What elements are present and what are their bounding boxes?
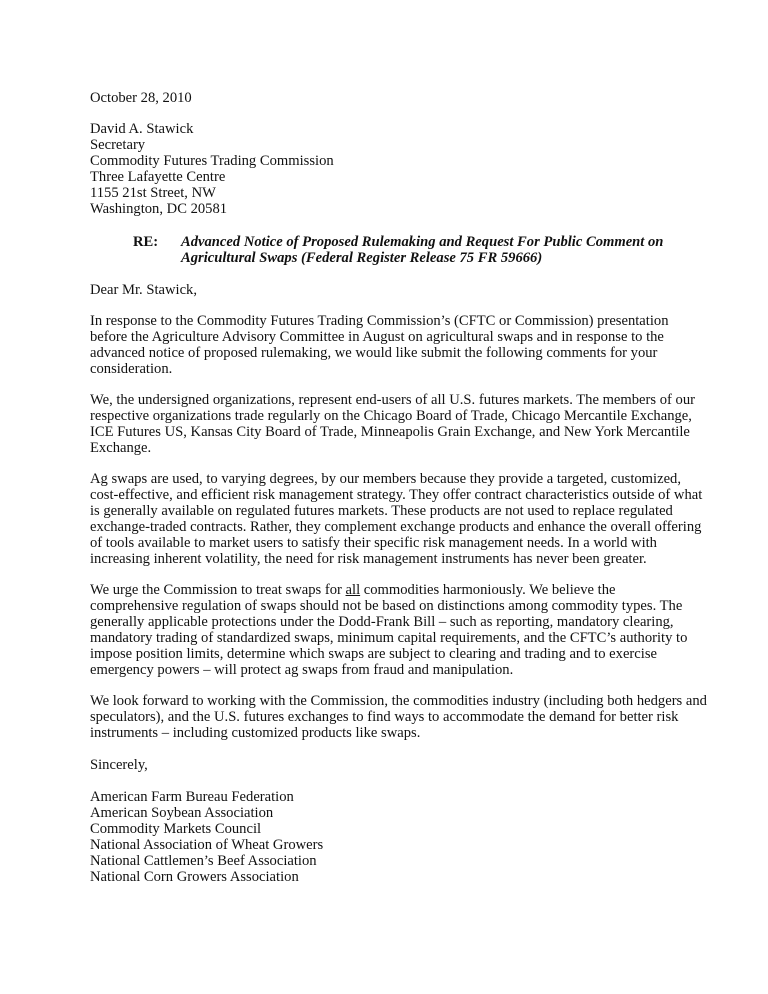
salutation [90,282,690,298]
paragraph-line: cost-effective, and efficient risk management strategy. They offer contract characteristics outside of what [90,487,703,503]
signatory: Commodity Markets Council [90,821,262,837]
signatory-list [90,789,690,885]
signatory: National Corn Growers Association [90,869,299,885]
address-line: Three Lafayette Centre [90,169,226,185]
paragraph-3 [90,471,703,567]
paragraph-line: comprehensive regulation of swaps should not be based on distinctions among commodity types. The [90,598,683,614]
letter-date [90,90,690,106]
paragraph-1 [90,313,690,377]
paragraph-text: We urge the Commission to treat swaps for [90,582,346,598]
signatory: National Cattlemen’s Beef Association [90,853,317,869]
closing [90,757,690,773]
address-line: 1155 21st Street, NW [90,185,216,201]
paragraph-text: commodities harmoniously. We believe the [360,582,616,598]
paragraph-line: of tools available to market users to satisfy their specific risk management needs. In a world with [90,535,657,551]
paragraph-2 [90,392,695,456]
paragraph-line: exchange-traded contracts. Rather, they complement exchange products and enhance the overall offering [90,519,702,535]
paragraph-line: We look forward to working with the Commission, the commodities industry (including both hedgers and [90,693,707,709]
address-line: David A. Stawick [90,121,194,137]
paragraph-line: We, the undersigned organizations, represent end-users of all U.S. futures markets. The members of our [90,392,695,408]
paragraph-line: advanced notice of proposed rulemaking, we would like submit the following comments for your [90,345,658,361]
signatory: National Association of Wheat Growers [90,837,324,853]
paragraph-line: respective organizations trade regularly on the Chicago Board of Trade, Chicago Mercantile Exchange, [90,408,692,424]
salutation-line: Dear Mr. Stawick, [90,282,197,298]
date-line: October 28, 2010 [90,90,192,106]
paragraph-line: emergency powers – will protect ag swaps from fraud and manipulation. [90,662,514,678]
paragraph-line: before the Agriculture Advisory Committee in August on agricultural swaps and in response to the [90,329,664,345]
paragraph-line: Ag swaps are used, to varying degrees, by our members because they provide a targeted, customized, [90,471,681,487]
signatory: American Soybean Association [90,805,274,821]
paragraph-line [90,582,690,598]
closing-line: Sincerely, [90,757,148,773]
paragraph-line: impose position limits, determine which swaps are subject to clearing and trading and to exercise [90,646,657,662]
paragraph-line: mandatory trading of standardized swaps, minimum capital requirements, and the CFTC’s authority to [90,630,688,646]
paragraph-line: Exchange. [90,440,152,456]
paragraph-line: increasing inherent volatility, the need for risk management instruments has never been greater. [90,551,647,567]
paragraph-line: consideration. [90,361,173,377]
address-line: Commodity Futures Trading Commission [90,153,334,169]
paragraph-line: is generally available on regulated futures markets. These products are not used to replace regulated [90,503,673,519]
paragraph-line: In response to the Commodity Futures Trading Commission’s (CFTC or Commission) presentation [90,313,669,329]
paragraph-line: generally applicable protections under the Dodd-Frank Bill – such as reporting, mandatory clearing, [90,614,674,630]
recipient-address [90,121,690,217]
paragraph-4 [90,582,690,678]
paragraph-line: ICE Futures US, Kansas City Board of Trade, Minneapolis Grain Exchange, and New York Mercantile [90,424,690,440]
re-line: Advanced Notice of Proposed Rulemaking and Request For Public Comment on [181,234,664,250]
address-line: Secretary [90,137,146,153]
re-subject-text [181,234,663,266]
re-line: Agricultural Swaps (Federal Register Release 75 FR 59666) [181,250,543,266]
paragraph-5 [90,693,707,741]
re-label: RE: [133,234,159,250]
underlined-word: all [345,582,361,598]
paragraph-line: speculators), and the U.S. futures exchanges to find ways to accommodate the demand for better risk [90,709,679,725]
paragraph-line: instruments – including customized products like swaps. [90,725,421,741]
address-line: Washington, DC 20581 [90,201,228,217]
signatory: American Farm Bureau Federation [90,789,294,805]
